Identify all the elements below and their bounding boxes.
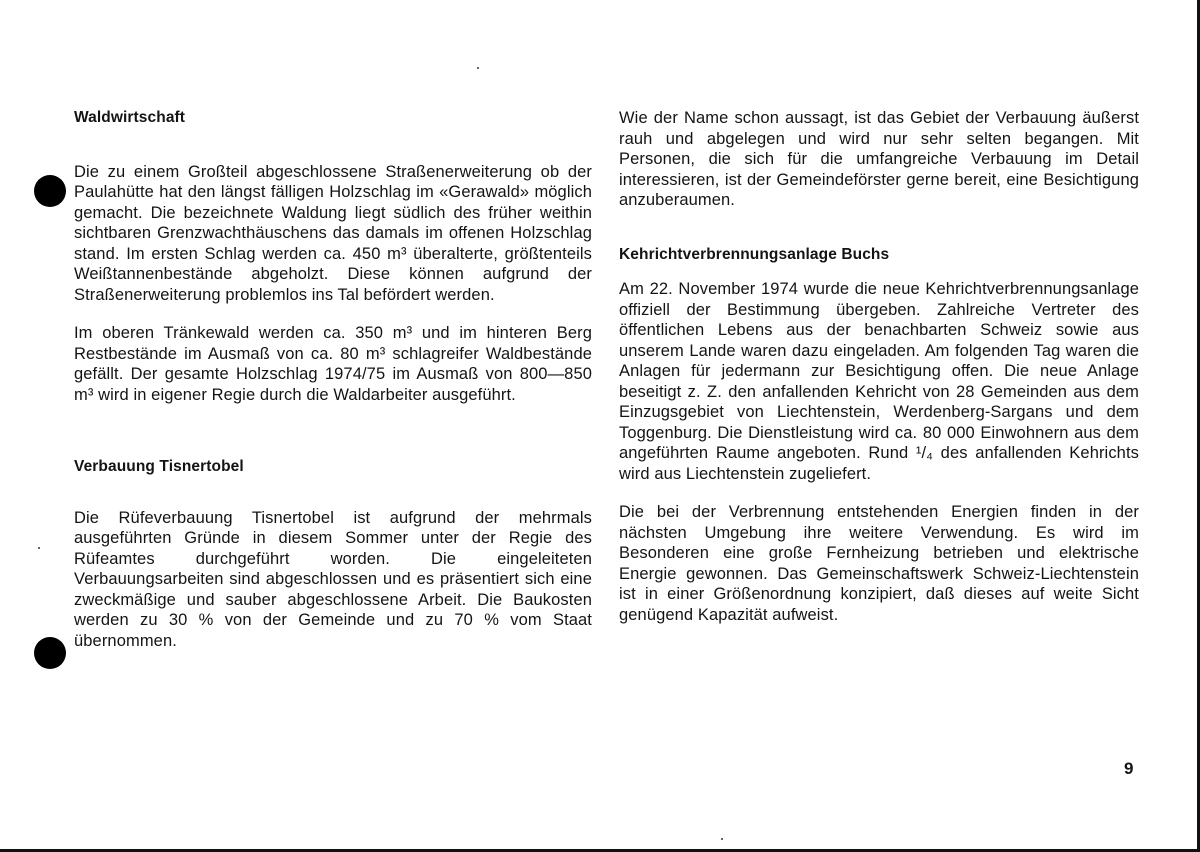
speck [721,838,723,840]
speck [477,67,479,69]
paragraph: Die Rüfeverbauung Tisnertobel ist aufgrund der mehrmals ausgeführten Gründe in diesem Sommer unter der Regie des Rüfeamtes durchgeführt worden. Die eingeleiteten Verbauungsarbeiten sind abgeschlossen und es präsentiert sich eine zweckmäßige und sauber abgeschlossene Arbeit. Die Baukosten werden zu 30 % von der Gemeinde und zu 70 % vom Staat übernommen. [74,508,592,650]
paragraph: Die zu einem Großteil abgeschlossene Straßenerweiterung ob der Paulahütte hat den längst fälligen Holzschlag im «Gerawald» möglich gemacht. Die bezeichnete Waldung liegt südlich des früher weithin sichtbaren Grenzwachthäuschens das damals im offenen Holzschlag stand. Im ersten Schlag werden ca. 450 m³ überalterte, größtenteils Weißtannenbestände abgeholzt. Diese können aufgrund der Straßenerweiterung problemlos ins Tal befördert werden. [74,162,592,304]
paragraph: Die bei der Verbrennung entstehenden Energien finden in der nächsten Umgebung ihre weitere Verwendung. Es wird im Besonderen eine große Fernheizung betrieben und elektrische Energie gewonnen. Das Gemeinschaftswerk Schweiz-Liechtenstein ist in einer Größenordnung konzipiert, daß dieses auf weite Sicht genügend Kapazität aufweist. [619,503,1139,624]
left-column [74,108,592,651]
section-heading-verbauung: Verbauung Tisnertobel [74,458,244,475]
paragraph: Im oberen Tränkewald werden ca. 350 m³ und im hinteren Berg Restbestände im Ausmaß von ca. 80 m³ schlagreifer Waldbestände gefällt. Der gesamte Holzschlag 1974/75 im Ausmaß von 800—850 m³ wird in eigener Regie durch die Waldarbeiter ausgeführt. [74,324,592,404]
punch-hole [34,175,66,207]
paragraph: Am 22. November 1974 wurde die neue Kehrichtverbrennungsanlage offiziell der Bestimmung übergeben. Zahlreiche Vertreter des öffentlichen Lebens aus der benachbarten Schweiz sowie aus unserem Lande waren dazu eingeladen. Am folgenden Tag waren die Anlagen für jedermann zur Besichtigung offen. Die neue Anlage beseitigt z. Z. den anfallenden Kehricht von 28 Gemeinden aus dem Einzugsgebiet von Liechtenstein, Werdenberg-Sargans und dem Toggenburg. Die Dienstleistung wird ca. 80 000 Einwohnern aus dem angeführten Raume angeboten. Rund ¹/₄ des anfallenden Kehrichts wird aus Liechtenstein zugeliefert. [619,280,1139,483]
punch-hole [34,637,66,669]
section-heading-waldwirtschaft: Waldwirtschaft [74,109,186,126]
right-column [619,108,1139,625]
section-heading-kehricht: Kehrichtverbrennungsanlage Buchs [619,245,890,263]
page-number: 9 [1124,759,1134,778]
paragraph: Wie der Name schon aussagt, ist das Gebiet der Verbauung äußerst rauh und abgelegen und wird nur sehr selten begangen. Mit Personen, die sich für die umfangreiche Verbauung im Detail interessieren, ist der Gemeindeförster gerne bereit, eine Besichtigung anzuberaumen. [619,109,1139,209]
speck [38,547,40,549]
